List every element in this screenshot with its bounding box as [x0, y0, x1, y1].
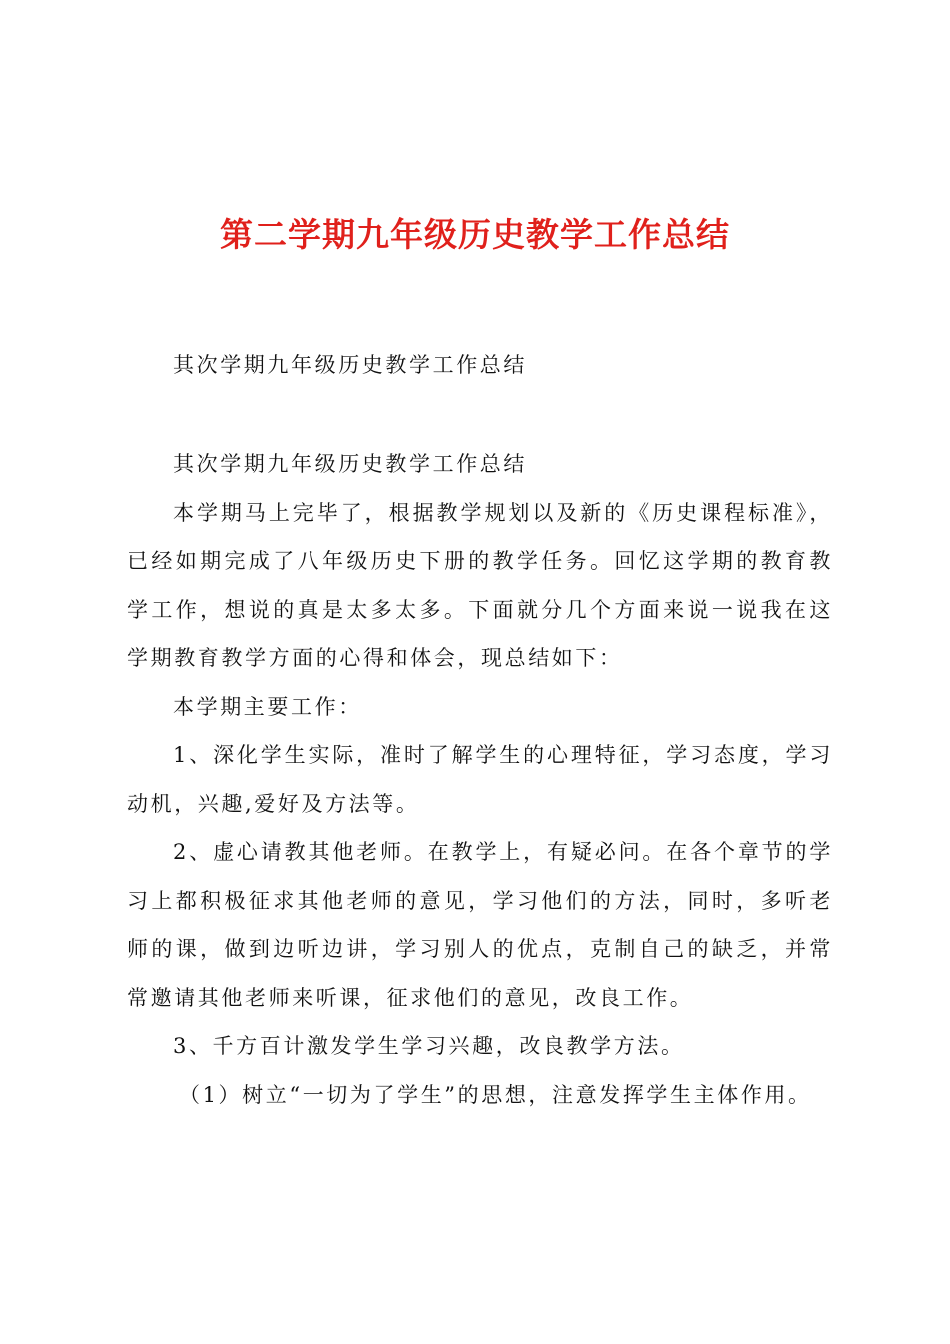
paragraph-subitem-1: （1）树立“一切为了学生”的思想，注意发挥学生主体作用。	[179, 1082, 812, 1107]
paragraph-item-2: 2、虚心请教其他老师。在教学上，有疑必问。在各个章节的学习上都积极征求其他老师的意见，学习他们的方法，同时，多听老师的课，做到边听边讲，学习别人的优点，克制自己的缺乏，并常常邀请其他老师来听课，征求他们的意见，改良工作。	[127, 840, 833, 1010]
subtitle-block-1	[127, 341, 833, 390]
paragraph-item-1: 1、深化学生实际，准时了解学生的心理特征，学习态度，学习动机，兴趣,爱好及方法等。	[127, 743, 833, 816]
body-text	[127, 440, 833, 1119]
paragraph-main-work: 本学期主要工作：	[173, 694, 362, 719]
paragraph-intro: 本学期马上完毕了，根据教学规划以及新的《历史课程标准》，已经如期完成了八年级历史下册的教学任务。回忆这学期的教育教学工作，想说的真是太多太多。下面就分几个方面来说一说我在这学期教育教学方面的心得和体会，现总结如下：	[127, 500, 833, 670]
subtitle-line-2: 其次学期九年级历史教学工作总结	[173, 452, 527, 476]
document-title: 第二学期九年级历史教学工作总结	[220, 215, 730, 254]
paragraph-item-3: 3、千方百计激发学生学习兴趣，改良教学方法。	[173, 1034, 685, 1058]
subtitle-line-1: 其次学期九年级历史教学工作总结	[173, 353, 527, 377]
